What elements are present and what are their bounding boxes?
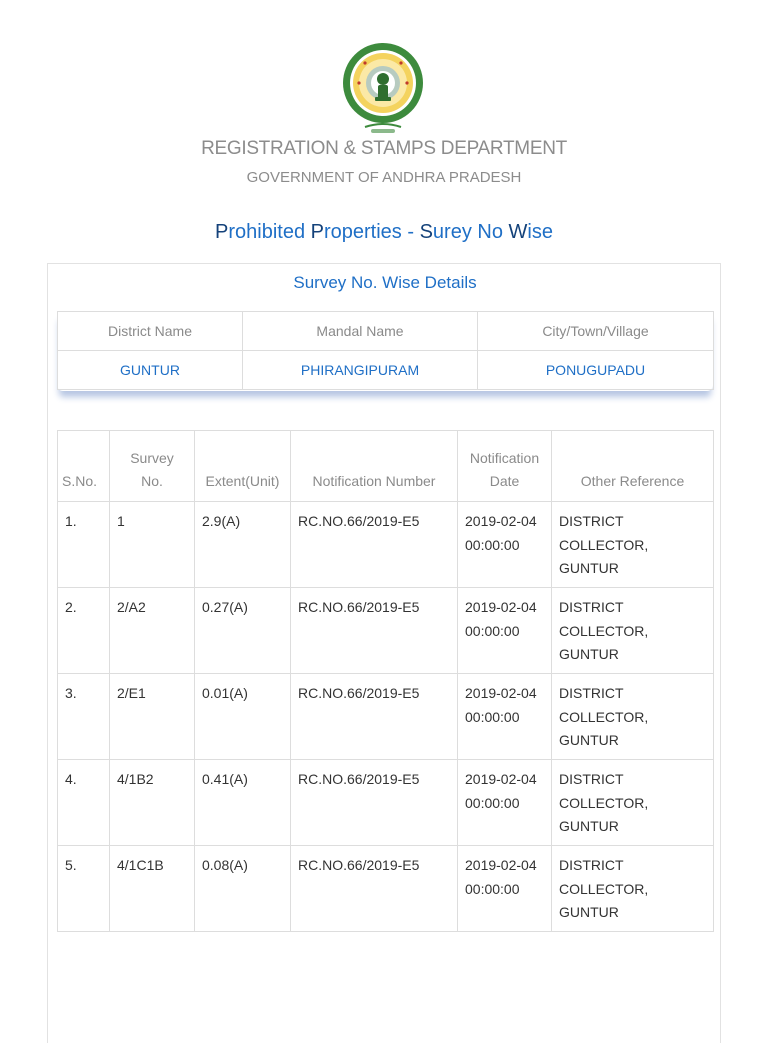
page-title-part: S — [419, 221, 433, 243]
prohibited-properties-table — [57, 430, 714, 932]
page-title-part: P — [215, 221, 229, 243]
sno-header: S.No. — [58, 431, 110, 502]
other-reference-cell-text: DISTRICT — [559, 857, 624, 873]
extent-cell-text: 0.27(A) — [202, 599, 248, 615]
extent-cell-text: 0.08(A) — [202, 857, 248, 873]
sno-cell-text: 4. — [65, 771, 77, 787]
sno-cell-text: 2. — [65, 599, 77, 615]
sno-cell — [58, 588, 110, 674]
location-header-row — [58, 312, 714, 351]
sno-cell-text: 3. — [65, 685, 77, 701]
survey-no-cell — [110, 502, 195, 588]
properties-table-wrap — [57, 430, 713, 932]
notification-date-header: Notification Date — [458, 431, 552, 502]
table-row — [58, 760, 714, 846]
other-reference-cell-text: DISTRICT — [559, 685, 624, 701]
other-reference-cell-text: COLLECTOR, — [559, 622, 649, 639]
extent-header: Extent(Unit) — [195, 431, 291, 502]
department-title: REGISTRATION & STAMPS DEPARTMENT — [201, 138, 567, 159]
page-title-part: P — [310, 221, 324, 243]
table-row — [58, 588, 714, 674]
survey-no-cell — [110, 674, 195, 760]
other-reference-cell-text: COLLECTOR, — [559, 880, 649, 897]
card-title: Survey No. Wise Details — [293, 273, 477, 292]
extent-cell — [195, 588, 291, 674]
other-reference-cell-text: COLLECTOR, — [559, 536, 649, 553]
other-reference-cell-text: GUNTUR — [559, 732, 619, 748]
other-reference-cell-text: COLLECTOR, — [559, 708, 649, 725]
notification-date-cell — [458, 674, 552, 760]
survey-no-cell-text: 4/1C1B — [117, 857, 164, 873]
page-title-part: ise — [527, 221, 553, 243]
table-row — [58, 846, 714, 932]
page-title-part: W — [508, 221, 528, 243]
notification-number-cell — [291, 846, 458, 932]
notification-number-cell-text: RC.NO.66/2019-E5 — [298, 685, 420, 701]
page-title-part: roperties - — [323, 221, 420, 243]
village-value: PONUGUPADU — [478, 351, 714, 390]
table-row — [58, 502, 714, 588]
notification-date-cell — [458, 502, 552, 588]
andhra-pradesh-emblem-logo — [341, 41, 425, 137]
sno-cell-text: 5. — [65, 857, 77, 873]
notification-number-cell — [291, 588, 458, 674]
other-reference-header: Other Reference — [552, 431, 714, 502]
other-reference-cell — [552, 846, 714, 932]
village-header: City/Town/Village — [478, 312, 714, 351]
page-title-part: rohibited — [228, 221, 311, 243]
notification-date-cell — [458, 760, 552, 846]
survey-no-cell — [110, 760, 195, 846]
sno-cell — [58, 674, 110, 760]
survey-no-cell — [110, 588, 195, 674]
other-reference-cell-text: GUNTUR — [559, 646, 619, 662]
page-title — [0, 221, 768, 244]
other-reference-cell — [552, 760, 714, 846]
mandal-name-value: PHIRANGIPURAM — [243, 351, 478, 390]
location-value-row — [58, 351, 714, 390]
other-reference-cell — [552, 502, 714, 588]
other-reference-cell — [552, 674, 714, 760]
location-summary — [57, 311, 713, 391]
survey-no-cell-text: 4/1B2 — [117, 771, 154, 787]
other-reference-cell-text: GUNTUR — [559, 904, 619, 920]
notification-number-cell — [291, 674, 458, 760]
district-name-value: GUNTUR — [58, 351, 243, 390]
other-reference-cell-text: COLLECTOR, — [559, 794, 649, 811]
notification-number-cell — [291, 502, 458, 588]
table-row — [58, 674, 714, 760]
notification-number-cell — [291, 760, 458, 846]
notification-number-cell-text: RC.NO.66/2019-E5 — [298, 513, 420, 529]
government-subtitle: GOVERNMENT OF ANDHRA PRADESH — [246, 169, 522, 186]
notification-date-cell-text: 00:00:00 — [465, 794, 520, 811]
notification-date-cell-text: 2019-02-04 — [465, 685, 537, 701]
survey-no-cell-text: 1 — [117, 513, 125, 529]
survey-no-header: Survey No. — [110, 431, 195, 502]
extent-cell-text: 0.41(A) — [202, 771, 248, 787]
other-reference-cell-text: DISTRICT — [559, 771, 624, 787]
sno-cell — [58, 846, 110, 932]
other-reference-cell-text: GUNTUR — [559, 560, 619, 576]
district-name-header: District Name — [58, 312, 243, 351]
notification-date-cell — [458, 846, 552, 932]
extent-cell-text: 0.01(A) — [202, 685, 248, 701]
sno-cell-text: 1. — [65, 513, 77, 529]
notification-date-cell — [458, 588, 552, 674]
notification-date-cell-text: 2019-02-04 — [465, 857, 537, 873]
location-table — [57, 311, 714, 390]
page-title-part: urey No — [432, 221, 509, 243]
other-reference-cell-text: GUNTUR — [559, 818, 619, 834]
notification-number-cell-text: RC.NO.66/2019-E5 — [298, 599, 420, 615]
survey-no-cell-text: 2/A2 — [117, 599, 146, 615]
notification-date-cell-text: 2019-02-04 — [465, 599, 537, 615]
emblem-icon — [341, 41, 425, 137]
notification-number-cell-text: RC.NO.66/2019-E5 — [298, 771, 420, 787]
table-header-row — [58, 431, 714, 502]
sno-cell — [58, 502, 110, 588]
extent-cell — [195, 674, 291, 760]
survey-no-cell-text: 2/E1 — [117, 685, 146, 701]
notification-date-cell-text: 00:00:00 — [465, 536, 520, 553]
notification-date-cell-text: 00:00:00 — [465, 622, 520, 639]
other-reference-cell — [552, 588, 714, 674]
survey-details-card — [47, 263, 721, 1043]
other-reference-cell-text: DISTRICT — [559, 513, 624, 529]
other-reference-cell-text: DISTRICT — [559, 599, 624, 615]
notification-date-cell-text: 2019-02-04 — [465, 513, 537, 529]
notification-date-cell-text: 00:00:00 — [465, 880, 520, 897]
extent-cell — [195, 502, 291, 588]
sno-cell — [58, 760, 110, 846]
notification-number-header: Notification Number — [291, 431, 458, 502]
mandal-name-header: Mandal Name — [243, 312, 478, 351]
extent-cell — [195, 760, 291, 846]
notification-date-cell-text: 00:00:00 — [465, 708, 520, 725]
survey-no-cell — [110, 846, 195, 932]
extent-cell-text: 2.9(A) — [202, 513, 241, 529]
extent-cell — [195, 846, 291, 932]
notification-date-cell-text: 2019-02-04 — [465, 771, 537, 787]
notification-number-cell-text: RC.NO.66/2019-E5 — [298, 857, 420, 873]
